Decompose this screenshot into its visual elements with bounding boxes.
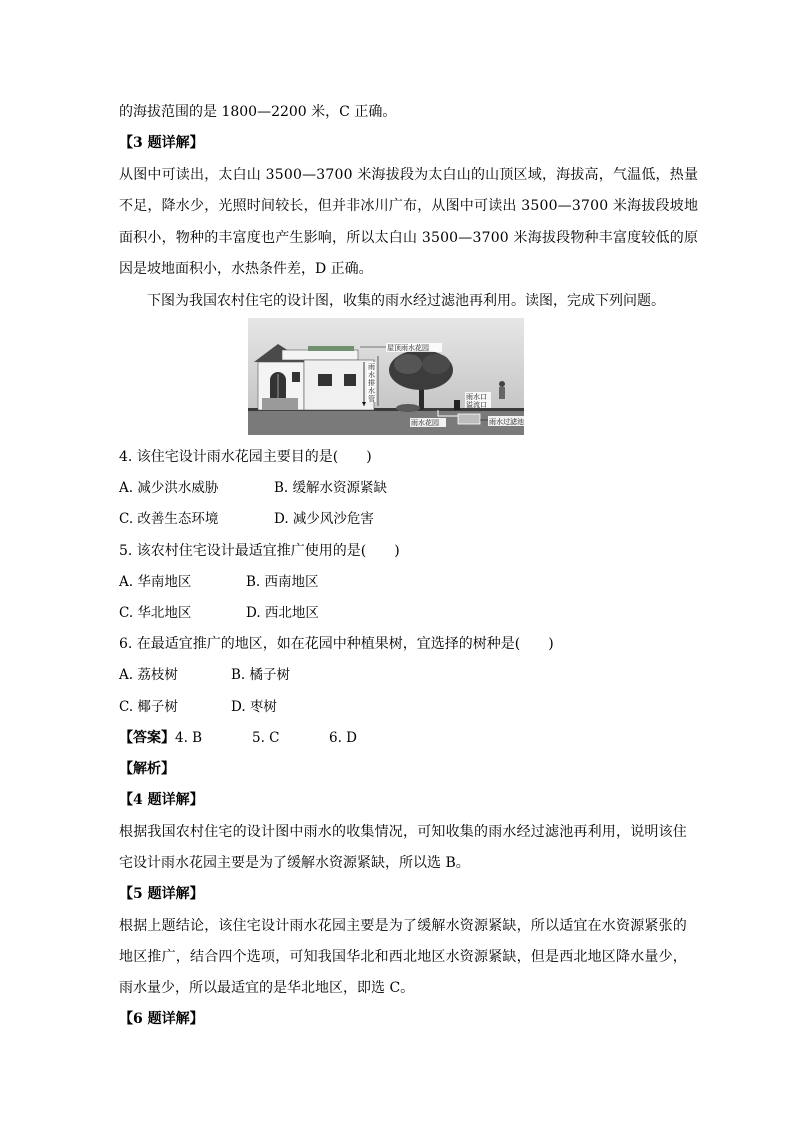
label-downpipe-5: 管 [368, 395, 375, 403]
q6-option-a: A. 荔枝树 [119, 667, 178, 683]
answer-4: 4. B [175, 730, 203, 746]
question-5: 5. 该农村住宅设计最适宜推广使用的是( ) [119, 543, 400, 559]
q6-option-d: D. 枣树 [231, 699, 277, 715]
paragraph-line: 地区推广，结合四个选项，可知我国华北和西北地区水资源紧缺，但是西北地区降水量少， [119, 949, 687, 965]
q5-option-a: A. 华南地区 [119, 574, 192, 590]
question-6: 6. 在最适宜推广的地区，如在花园中种植果树，宜选择的树种是( ) [119, 636, 554, 652]
paragraph-line: 从图中可读出，太白山 3500—3700 米海拔段为太白山的山顶区域，海拔高，气温低，热量 [119, 167, 699, 183]
label-filter-tank: 雨水过滤池 [489, 418, 524, 426]
paragraph-line: 宅设计雨水花园主要是为了缓解水资源紧缺，所以选 B。 [119, 855, 470, 871]
q4-detail-heading: 【4 题详解】 [119, 792, 204, 808]
rain-garden-house-diagram [248, 318, 524, 435]
house-icon [254, 344, 374, 410]
paragraph-line: 的海拔范围的是 1800—2200 米，C 正确。 [119, 104, 397, 120]
q4-option-b: B. 缓解水资源紧缺 [274, 480, 388, 496]
q6-detail-heading: 【6 题详解】 [119, 1011, 204, 1027]
ground [248, 410, 524, 435]
answer-label: 【答案】 [119, 730, 175, 746]
label-inlet: 雨水口 [466, 393, 487, 401]
paragraph-line: 根据上题结论，该住宅设计雨水花园主要是为了缓解水资源紧缺，所以适宜在水资源紧张的 [119, 918, 687, 934]
roof-garden-plants [308, 346, 354, 351]
question-4: 4. 该住宅设计雨水花园主要目的是( ) [119, 449, 372, 465]
analysis-heading: 【解析】 [119, 761, 175, 777]
filter-tank [458, 414, 480, 424]
paragraph-line: 雨水量少，所以最适宜的是华北地区，即选 C。 [119, 980, 415, 996]
answer-5: 5. C [252, 730, 280, 746]
q6-option-b: B. 橘子树 [231, 667, 291, 683]
paragraph-line: 根据我国农村住宅的设计图中雨水的收集情况，可知收集的雨水经过滤池再利用，说明该住 [119, 824, 687, 840]
label-downpipe-4: 水 [368, 387, 375, 395]
label-downpipe-2: 水 [368, 371, 375, 379]
question-intro: 下图为我国农村住宅的设计图，收集的雨水经过滤池再利用。读图，完成下列问题。 [147, 293, 665, 309]
q5-option-b: B. 西南地区 [246, 574, 319, 590]
label-roof-garden: 屋顶雨水花园 [387, 344, 429, 352]
q3-detail-heading: 【3 题详解】 [119, 135, 204, 151]
label-downpipe-3: 排 [368, 379, 375, 387]
label-downpipe-1: 雨 [368, 363, 375, 371]
q4-option-a: A. 减少洪水威胁 [119, 480, 219, 496]
q6-option-c: C. 椰子树 [119, 699, 178, 715]
q5-option-c: C. 华北地区 [119, 605, 192, 621]
label-rain-garden: 雨水花园 [411, 419, 439, 427]
overflow-outlet [454, 400, 460, 410]
paragraph-line: 面积小，物种的丰富度也产生影响，所以太白山 3500—3700 米海拔段物种丰富度较低的原 [119, 230, 699, 246]
answer-6: 6. D [329, 730, 357, 746]
q4-option-d: D. 减少风沙危害 [274, 511, 374, 527]
q5-detail-heading: 【5 题详解】 [119, 886, 204, 902]
person-icon [499, 381, 505, 399]
q5-option-d: D. 西北地区 [246, 605, 319, 621]
paragraph-line: 不足，降水少，光照时间较长，但并非冰川广布，从图中可读出 3500—3700 米海拔段坡地 [119, 198, 699, 214]
label-overflow: 溢流口 [466, 401, 487, 409]
q4-option-c: C. 改善生态环境 [119, 511, 219, 527]
paragraph-line: 因是坡地面积小，水热条件差，D 正确。 [119, 261, 373, 277]
